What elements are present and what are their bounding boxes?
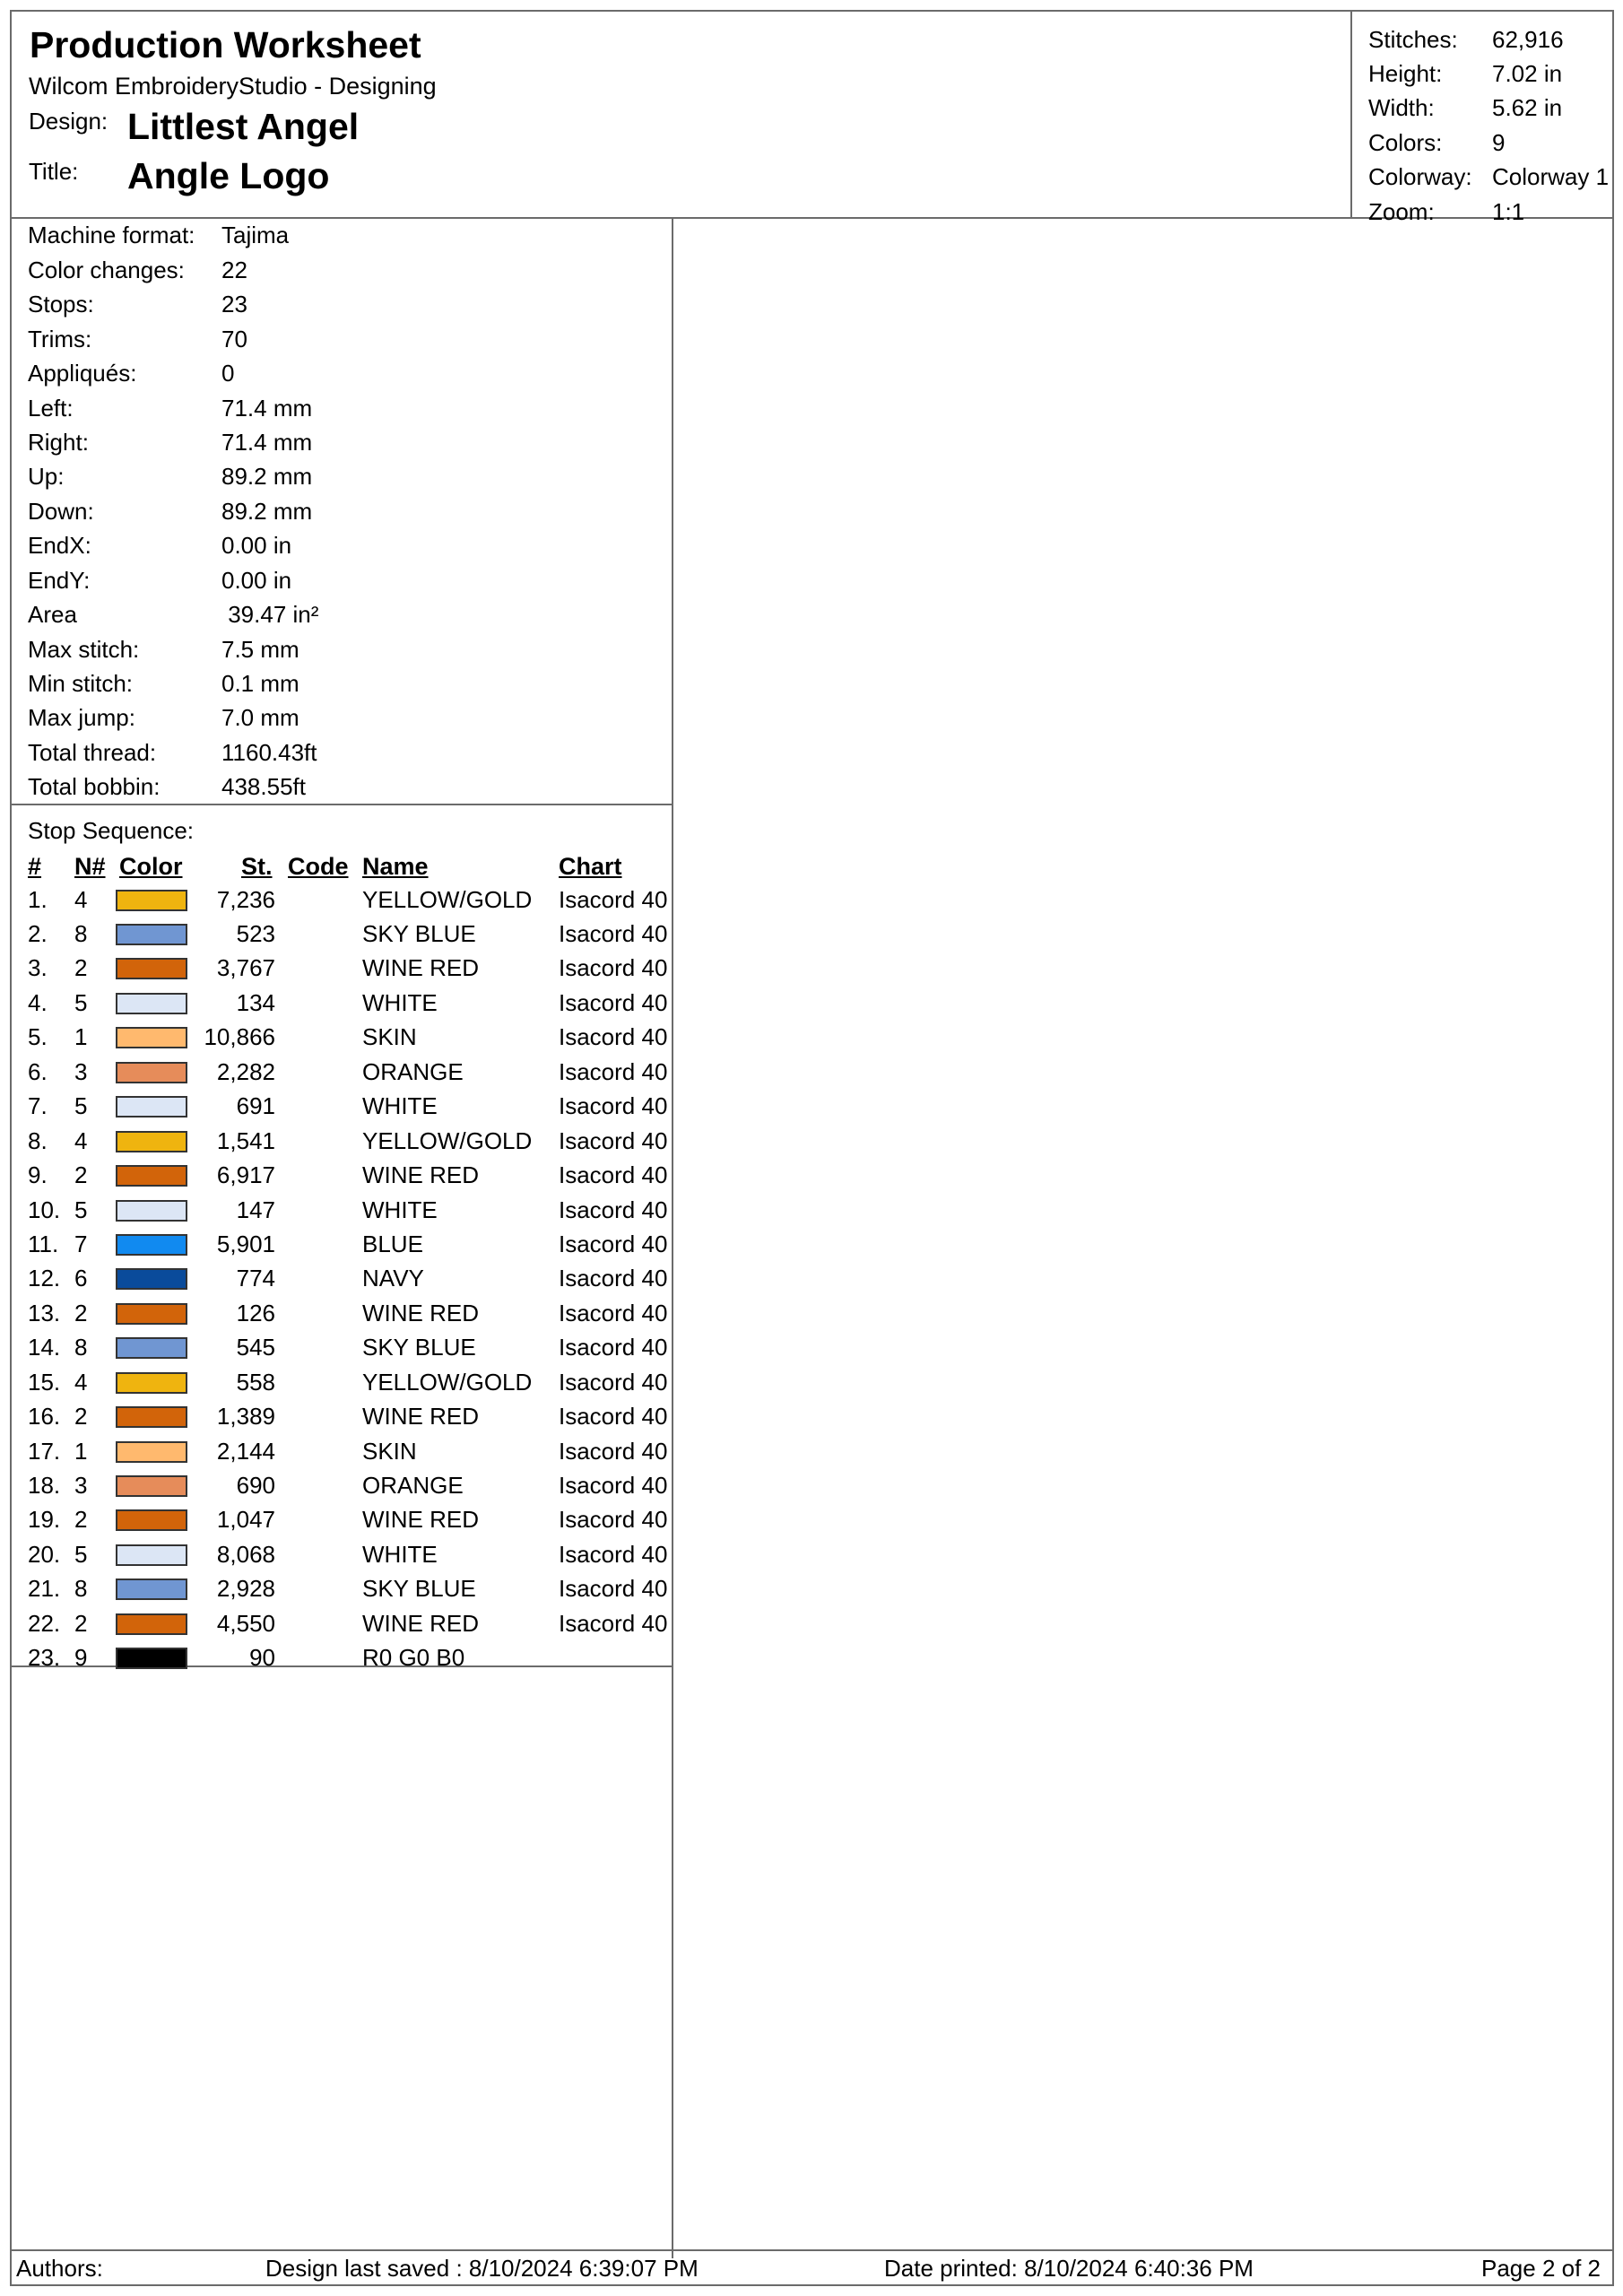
table-row xyxy=(12,1365,682,1399)
row-chart: Isacord 40 xyxy=(559,1161,668,1188)
stat-value: 5.62 in xyxy=(1492,94,1563,121)
footer-authors: Authors: xyxy=(16,2255,103,2282)
row-stitches: 6,917 xyxy=(216,1161,275,1188)
row-name: YELLOW/GOLD xyxy=(362,1127,533,1154)
table-row xyxy=(12,1330,682,1364)
row-chart: Isacord 40 xyxy=(559,1506,668,1533)
row-index: 11. xyxy=(28,1231,59,1257)
row-chart: Isacord 40 xyxy=(559,1265,668,1292)
spec-value: 71.4 mm xyxy=(221,429,313,456)
row-chart: Isacord 40 xyxy=(559,1231,668,1257)
spec-value: 23 xyxy=(221,291,247,317)
row-stitches: 558 xyxy=(236,1369,275,1396)
row-needle: 8 xyxy=(74,1575,88,1602)
row-name: WINE RED xyxy=(362,1403,479,1430)
row-index: 13. xyxy=(28,1300,61,1326)
row-needle: 4 xyxy=(74,1127,88,1154)
stat-label: Stitches: xyxy=(1368,26,1458,53)
color-swatch xyxy=(116,1062,187,1083)
row-chart: Isacord 40 xyxy=(559,1300,668,1326)
spec-label: EndY: xyxy=(28,567,91,594)
stat-value: 7.02 in xyxy=(1492,60,1563,87)
spec-value: 89.2 mm xyxy=(221,498,313,525)
color-swatch xyxy=(116,1578,187,1600)
row-index: 9. xyxy=(28,1161,48,1188)
row-name: WINE RED xyxy=(362,1506,479,1533)
row-name: WHITE xyxy=(362,989,438,1016)
row-stitches: 2,928 xyxy=(216,1575,275,1602)
row-index: 10. xyxy=(28,1196,61,1223)
specs-divider xyxy=(12,804,673,805)
table-row xyxy=(12,1158,682,1192)
color-swatch xyxy=(116,890,187,911)
table-row xyxy=(12,1606,682,1640)
row-index: 6. xyxy=(28,1058,48,1085)
row-stitches: 691 xyxy=(236,1092,275,1119)
row-chart: Isacord 40 xyxy=(559,1610,668,1637)
row-index: 22. xyxy=(28,1610,61,1637)
row-name: BLUE xyxy=(362,1231,423,1257)
row-needle: 6 xyxy=(74,1265,88,1292)
color-swatch xyxy=(116,1613,187,1635)
color-swatch xyxy=(116,1268,187,1290)
row-chart: Isacord 40 xyxy=(559,1575,668,1602)
row-stitches: 5,901 xyxy=(216,1231,275,1257)
row-name: ORANGE xyxy=(362,1058,464,1085)
spec-value: 22 xyxy=(221,257,247,283)
page-title: Production Worksheet xyxy=(30,24,421,65)
row-chart: Isacord 40 xyxy=(559,1472,668,1499)
spec-value: 7.5 mm xyxy=(221,636,299,663)
row-stitches: 1,047 xyxy=(216,1506,275,1533)
spec-value: 0.00 in xyxy=(221,567,292,594)
row-stitches: 90 xyxy=(249,1644,275,1671)
row-index: 18. xyxy=(28,1472,61,1499)
row-index: 19. xyxy=(28,1506,61,1533)
table-row xyxy=(12,1640,682,1674)
row-chart: Isacord 40 xyxy=(559,886,668,913)
color-swatch xyxy=(116,1303,187,1325)
footer-divider xyxy=(12,2249,1612,2251)
stat-label: Zoom: xyxy=(1368,198,1435,225)
row-name: SKY BLUE xyxy=(362,1575,476,1602)
color-swatch xyxy=(116,1200,187,1222)
spec-value: 71.4 mm xyxy=(221,395,313,422)
spec-value: 0 xyxy=(221,360,235,387)
row-needle: 4 xyxy=(74,1369,88,1396)
table-row xyxy=(12,1124,682,1158)
spec-label: Max jump: xyxy=(28,704,135,731)
row-needle: 2 xyxy=(74,1403,88,1430)
spec-label: Total bobbin: xyxy=(28,773,161,800)
table-row xyxy=(12,1055,682,1089)
row-needle: 1 xyxy=(74,1023,88,1050)
spec-label: Machine format: xyxy=(28,222,195,248)
row-stitches: 134 xyxy=(236,989,275,1016)
row-name: WINE RED xyxy=(362,1610,479,1637)
color-swatch xyxy=(116,1234,187,1256)
row-needle: 5 xyxy=(74,1092,88,1119)
color-swatch xyxy=(116,1027,187,1048)
color-swatch xyxy=(116,1441,187,1463)
table-row xyxy=(12,1537,682,1571)
spec-value: 7.0 mm xyxy=(221,704,299,731)
row-chart: Isacord 40 xyxy=(559,1438,668,1465)
spec-value: 89.2 mm xyxy=(221,463,313,490)
stat-label: Colors: xyxy=(1368,129,1443,156)
row-stitches: 4,550 xyxy=(216,1610,275,1637)
row-name: WINE RED xyxy=(362,1300,479,1326)
row-needle: 8 xyxy=(74,1334,88,1361)
row-chart: Isacord 40 xyxy=(559,1058,668,1085)
table-row xyxy=(12,1193,682,1227)
spec-value: 39.47 in² xyxy=(221,601,319,628)
col-header-chart: Chart xyxy=(559,853,622,880)
row-chart: Isacord 40 xyxy=(559,989,668,1016)
spec-label: Up: xyxy=(28,463,65,490)
table-row xyxy=(12,1296,682,1330)
row-name: WHITE xyxy=(362,1541,438,1568)
spec-value: 0.00 in xyxy=(221,532,292,559)
table-row xyxy=(12,951,682,985)
row-chart: Isacord 40 xyxy=(559,1196,668,1223)
row-chart: Isacord 40 xyxy=(559,1127,668,1154)
worksheet-page xyxy=(10,10,1614,2286)
row-chart: Isacord 40 xyxy=(559,1403,668,1430)
row-stitches: 1,389 xyxy=(216,1403,275,1430)
row-needle: 3 xyxy=(74,1058,88,1085)
footer-date-printed: Date printed: 8/10/2024 6:40:36 PM xyxy=(884,2255,1254,2282)
row-index: 3. xyxy=(28,954,48,981)
col-header-stitches: St. xyxy=(241,853,273,880)
row-name: WINE RED xyxy=(362,954,479,981)
row-index: 14. xyxy=(28,1334,61,1361)
row-stitches: 1,541 xyxy=(216,1127,275,1154)
software-name: Wilcom EmbroideryStudio - Designing xyxy=(29,73,437,100)
row-index: 2. xyxy=(28,920,48,947)
row-needle: 2 xyxy=(74,954,88,981)
stat-value: 62,916 xyxy=(1492,26,1564,53)
spec-value: Tajima xyxy=(221,222,290,248)
row-needle: 5 xyxy=(74,1541,88,1568)
table-row xyxy=(12,1020,682,1054)
design-value: Littlest Angel xyxy=(127,106,360,147)
spec-label: Min stitch: xyxy=(28,670,134,697)
row-chart: Isacord 40 xyxy=(559,1092,668,1119)
row-needle: 4 xyxy=(74,886,88,913)
row-index: 21. xyxy=(28,1575,61,1602)
color-swatch xyxy=(116,993,187,1014)
row-needle: 2 xyxy=(74,1610,88,1637)
spec-label: Stops: xyxy=(28,291,94,317)
spec-label: Down: xyxy=(28,498,94,525)
row-needle: 8 xyxy=(74,920,88,947)
row-stitches: 7,236 xyxy=(216,886,275,913)
row-index: 23. xyxy=(28,1644,61,1671)
row-index: 17. xyxy=(28,1438,61,1465)
row-name: ORANGE xyxy=(362,1472,464,1499)
spec-label: Right: xyxy=(28,429,89,456)
table-row xyxy=(12,1434,682,1468)
title-value: Angle Logo xyxy=(127,155,330,196)
color-swatch xyxy=(116,924,187,945)
row-needle: 9 xyxy=(74,1644,88,1671)
spec-value: 0.1 mm xyxy=(221,670,299,697)
spec-label: Total thread: xyxy=(28,739,157,766)
row-chart: Isacord 40 xyxy=(559,920,668,947)
row-index: 15. xyxy=(28,1369,61,1396)
table-row xyxy=(12,1399,682,1433)
color-swatch xyxy=(116,1131,187,1152)
row-chart: Isacord 40 xyxy=(559,954,668,981)
row-index: 4. xyxy=(28,989,48,1016)
spec-label: Color changes: xyxy=(28,257,185,283)
footer-page-number: Page 2 of 2 xyxy=(1481,2255,1601,2282)
row-name: SKY BLUE xyxy=(362,1334,476,1361)
row-chart: Isacord 40 xyxy=(559,1023,668,1050)
spec-label: Appliqués: xyxy=(28,360,137,387)
row-needle: 5 xyxy=(74,1196,88,1223)
row-stitches: 3,767 xyxy=(216,954,275,981)
row-index: 16. xyxy=(28,1403,61,1430)
spec-label: Trims: xyxy=(28,326,92,352)
stat-label: Height: xyxy=(1368,60,1443,87)
col-header-index: # xyxy=(28,853,42,880)
spec-label: EndX: xyxy=(28,532,91,559)
stop-sequence-title: Stop Sequence: xyxy=(28,817,195,844)
color-swatch xyxy=(116,958,187,979)
col-header-color: Color xyxy=(119,853,183,880)
row-stitches: 523 xyxy=(236,920,275,947)
row-name: NAVY xyxy=(362,1265,424,1292)
row-name: YELLOW/GOLD xyxy=(362,1369,533,1396)
table-row xyxy=(12,883,682,917)
footer-last-saved: Design last saved : 8/10/2024 6:39:07 PM xyxy=(265,2255,699,2282)
color-swatch xyxy=(116,1096,187,1118)
spec-label: Max stitch: xyxy=(28,636,140,663)
table-row xyxy=(12,1227,682,1261)
row-index: 8. xyxy=(28,1127,48,1154)
row-name: SKIN xyxy=(362,1023,417,1050)
row-needle: 3 xyxy=(74,1472,88,1499)
color-swatch xyxy=(116,1337,187,1359)
table-row xyxy=(12,1261,682,1295)
row-name: SKY BLUE xyxy=(362,920,476,947)
row-index: 12. xyxy=(28,1265,61,1292)
spec-value: 70 xyxy=(221,326,247,352)
color-swatch xyxy=(116,1544,187,1566)
row-name: WINE RED xyxy=(362,1161,479,1188)
title-label: Title: xyxy=(29,158,79,185)
row-needle: 2 xyxy=(74,1161,88,1188)
row-stitches: 10,866 xyxy=(204,1023,275,1050)
row-name: WHITE xyxy=(362,1196,438,1223)
table-row xyxy=(12,1089,682,1123)
color-swatch xyxy=(116,1509,187,1531)
row-stitches: 690 xyxy=(236,1472,275,1499)
row-needle: 7 xyxy=(74,1231,88,1257)
row-chart: Isacord 40 xyxy=(559,1334,668,1361)
color-swatch xyxy=(116,1372,187,1394)
design-label: Design: xyxy=(29,108,108,135)
col-header-code: Code xyxy=(288,853,349,880)
spec-value: 438.55ft xyxy=(221,773,306,800)
row-stitches: 774 xyxy=(236,1265,275,1292)
row-stitches: 147 xyxy=(236,1196,275,1223)
col-header-needle: N# xyxy=(74,853,106,880)
stat-label: Width: xyxy=(1368,94,1435,121)
color-swatch xyxy=(116,1165,187,1187)
col-header-name: Name xyxy=(362,853,429,880)
stat-label: Colorway: xyxy=(1368,163,1472,190)
row-stitches: 2,144 xyxy=(216,1438,275,1465)
stat-value: 1:1 xyxy=(1492,198,1525,225)
color-swatch xyxy=(116,1475,187,1497)
table-row xyxy=(12,1571,682,1605)
row-index: 1. xyxy=(28,886,48,913)
row-needle: 2 xyxy=(74,1300,88,1326)
table-row xyxy=(12,1468,682,1502)
row-stitches: 2,282 xyxy=(216,1058,275,1085)
spec-value: 1160.43ft xyxy=(221,739,317,766)
row-name: SKIN xyxy=(362,1438,417,1465)
spec-label: Area xyxy=(28,601,77,628)
row-chart: Isacord 40 xyxy=(559,1541,668,1568)
spec-label: Left: xyxy=(28,395,74,422)
row-needle: 1 xyxy=(74,1438,88,1465)
row-name: R0 G0 B0 xyxy=(362,1644,465,1671)
table-row xyxy=(12,986,682,1020)
row-stitches: 8,068 xyxy=(216,1541,275,1568)
row-index: 7. xyxy=(28,1092,48,1119)
color-swatch xyxy=(116,1648,187,1669)
table-row xyxy=(12,917,682,951)
stat-value: 9 xyxy=(1492,129,1506,156)
row-name: WHITE xyxy=(362,1092,438,1119)
color-swatch xyxy=(116,1406,187,1428)
row-chart: Isacord 40 xyxy=(559,1369,668,1396)
row-stitches: 545 xyxy=(236,1334,275,1361)
stat-value: Colorway 1 xyxy=(1492,163,1610,190)
row-index: 5. xyxy=(28,1023,48,1050)
row-index: 20. xyxy=(28,1541,61,1568)
row-needle: 2 xyxy=(74,1506,88,1533)
table-row xyxy=(12,1502,682,1536)
row-stitches: 126 xyxy=(236,1300,275,1326)
stats-divider xyxy=(1350,12,1352,217)
row-name: YELLOW/GOLD xyxy=(362,886,533,913)
row-needle: 5 xyxy=(74,989,88,1016)
